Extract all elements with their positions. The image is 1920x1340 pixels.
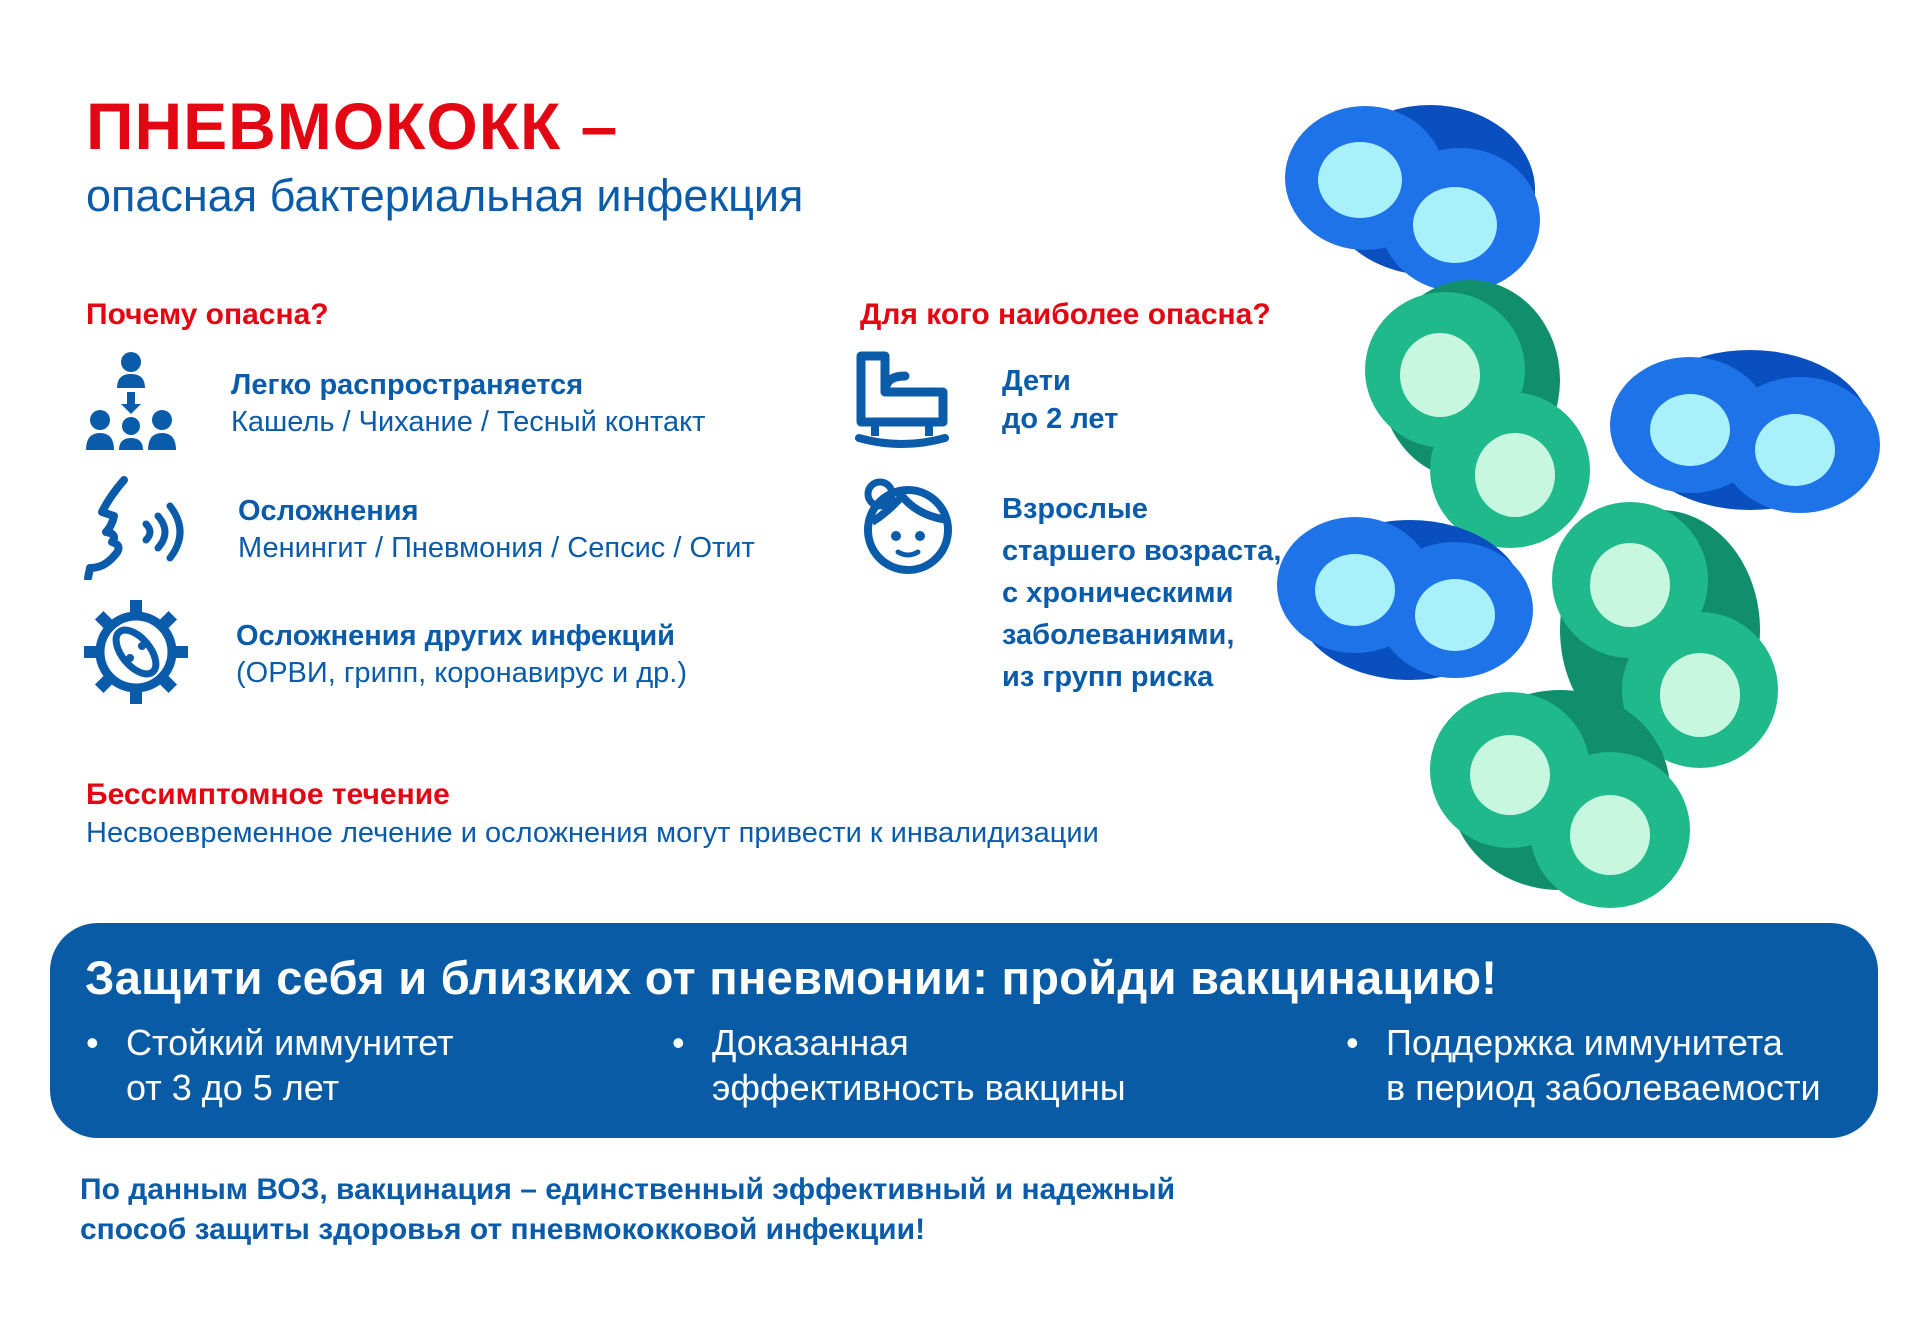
- item-text-complications: Менингит / Пневмония / Сепсис / Отит: [238, 532, 755, 564]
- adults-line-5: из групп риска: [1002, 661, 1214, 693]
- bullet-3-line-1: Поддержка иммунитета: [1386, 1022, 1783, 1063]
- adults-line-4: заболеваниями,: [1002, 619, 1235, 651]
- item-text-other-infections: (ОРВИ, грипп, коронавирус и др.): [236, 657, 687, 689]
- why-dangerous-heading: Почему опасна?: [86, 298, 329, 331]
- item-title-complications: Осложнения: [238, 495, 419, 527]
- adults-risk-group: [1002, 488, 1282, 698]
- bacteria-gear-icon: [84, 600, 188, 704]
- footer-note: [80, 1170, 1175, 1250]
- person-face-icon: [858, 476, 958, 576]
- children-risk-group: [1002, 362, 1118, 438]
- children-line-2: до 2 лет: [1002, 403, 1119, 435]
- bullet-dot: •: [86, 1022, 99, 1063]
- adults-line-3: с хроническими: [1002, 577, 1234, 609]
- item-title-other-infections: Осложнения других инфекций: [236, 620, 676, 652]
- asymptomatic-text: Несвоевременное лечение и осложнения могут привести к инвалидизации: [86, 817, 1099, 849]
- bullet-dot: •: [1346, 1022, 1359, 1063]
- bullet-2-line-2: эффективность вакцины: [712, 1067, 1126, 1108]
- bullet-1-line-2: от 3 до 5 лет: [126, 1067, 340, 1108]
- blue-diplococcus-right: [1610, 350, 1880, 513]
- bullet-2-line-1: Доказанная: [712, 1022, 909, 1063]
- who-at-risk-heading: Для кого наиболее опасна?: [860, 298, 1271, 331]
- asymptomatic-heading: Бессимптомное течение: [86, 778, 450, 811]
- blue-diplococcus-top: [1285, 105, 1540, 292]
- footer-line-1: По данным ВОЗ, вакцинация – единственный эффективный и надежный: [80, 1173, 1176, 1206]
- page-title: ПНЕВМОКОКК –: [86, 89, 619, 163]
- bullet-dot: •: [672, 1022, 685, 1063]
- bullet-3-line-2: в период заболеваемости: [1386, 1067, 1821, 1108]
- children-line-1: Дети: [1002, 365, 1071, 397]
- footer-line-2: способ защиты здоровья от пневмококковой инфекции!: [80, 1213, 926, 1246]
- banner-heading: Защити себя и близких от пневмонии: пройди вакцинацию!: [85, 951, 1498, 1004]
- teal-diplococcus-1: [1365, 280, 1590, 548]
- item-title-spread: Легко распространяется: [231, 369, 584, 401]
- baby-chair-icon: [855, 350, 949, 450]
- page-subtitle: опасная бактериальная инфекция: [86, 170, 804, 221]
- cough-face-icon: [84, 476, 194, 580]
- people-spread-icon: [84, 350, 178, 454]
- bullet-1-line-1: Стойкий иммунитет: [126, 1022, 454, 1063]
- item-text-spread: Кашель / Чихание / Тесный контакт: [231, 406, 706, 438]
- pneumococcus-illustration: [1270, 70, 1910, 925]
- adults-line-1: Взрослые: [1002, 493, 1148, 525]
- adults-line-2: старшего возраста,: [1002, 535, 1282, 567]
